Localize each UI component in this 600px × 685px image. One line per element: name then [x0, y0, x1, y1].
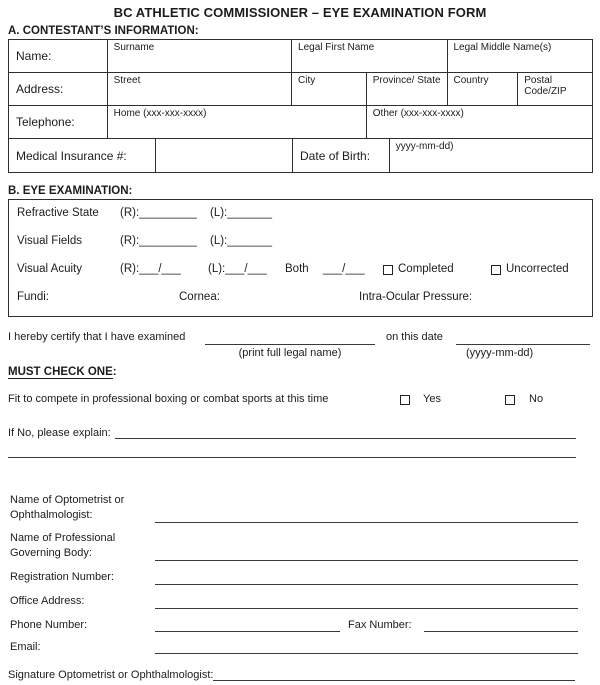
form-title: BC ATHLETIC COMMISSIONER – EYE EXAMINATION FORM: [113, 5, 487, 20]
print-name-caption: (print full legal name): [238, 347, 342, 359]
visual-fields-label: Visual Fields: [17, 235, 82, 247]
visual-fields-right-blank[interactable]: (R):_________: [120, 235, 197, 247]
acuity-left-blank[interactable]: (L):___/___: [208, 263, 267, 275]
contestant-info-table: [8, 39, 593, 173]
refractive-state-label: Refractive State: [17, 207, 99, 219]
no-label: No: [529, 393, 544, 405]
postal-code-field[interactable]: Postal Code/ZIP: [518, 73, 592, 106]
explain-blank-line-2[interactable]: [8, 443, 576, 458]
certify-text: I hereby certify that I have examined: [8, 331, 186, 343]
must-check-one-heading: [8, 366, 117, 379]
medical-insurance-field[interactable]: [156, 139, 294, 172]
phone-number-label: Phone Number:: [10, 619, 88, 631]
intra-ocular-pressure-label: Intra-Ocular Pressure:: [359, 291, 473, 303]
office-address-blank[interactable]: [155, 595, 578, 609]
optometrist-name-label-line1: Name of Optometrist or: [10, 494, 125, 506]
table-row-name: [9, 40, 592, 73]
registration-number-blank[interactable]: [155, 571, 578, 585]
fax-number-label: Fax Number:: [348, 619, 412, 631]
name-label-cell: Name:: [9, 40, 108, 73]
refractive-left-blank[interactable]: (L):_______: [210, 207, 273, 219]
date-format-caption: (yyyy-mm-dd): [466, 347, 534, 359]
phone-number-blank[interactable]: [155, 618, 340, 632]
signature-row: [8, 667, 575, 681]
governing-body-blank[interactable]: [155, 547, 578, 561]
yes-label: Yes: [423, 393, 441, 405]
surname-field[interactable]: Surname: [108, 40, 292, 73]
section-a-heading: A. CONTESTANT’S INFORMATION:: [8, 25, 199, 37]
fax-number-blank[interactable]: [424, 618, 578, 632]
fit-to-compete-text: Fit to compete in professional boxing or combat sports at this time: [8, 393, 329, 405]
other-phone-field[interactable]: Other (xxx-xxx-xxxx): [367, 106, 592, 139]
checkbox-no-icon[interactable]: [505, 395, 515, 405]
table-row-address: [9, 73, 592, 106]
province-state-field[interactable]: Province/ State: [367, 73, 448, 106]
registration-number-label: Registration Number:: [10, 571, 114, 583]
eye-exam-box: [8, 199, 593, 317]
visual-acuity-label: Visual Acuity: [17, 263, 82, 275]
checkbox-yes-icon[interactable]: [400, 395, 410, 405]
on-this-date-text: on this date: [386, 331, 443, 343]
governing-body-label-line1: Name of Professional: [10, 532, 116, 544]
date-of-birth-field[interactable]: yyyy-mm-dd): [395, 141, 454, 152]
signature-blank[interactable]: [213, 680, 575, 681]
acuity-both-label: Both: [285, 263, 309, 275]
table-row-medical: [9, 139, 592, 172]
examined-name-blank[interactable]: [205, 331, 375, 345]
email-blank[interactable]: [155, 640, 578, 654]
country-field[interactable]: Country: [448, 73, 519, 106]
signature-label: Signature Optometrist or Ophthalmologist:: [8, 669, 214, 681]
home-phone-field[interactable]: Home (xxx-xxx-xxxx): [108, 106, 367, 139]
fundi-label: Fundi:: [17, 291, 49, 303]
city-field[interactable]: City: [292, 73, 367, 106]
legal-middle-name-field[interactable]: Legal Middle Name(s): [448, 40, 593, 73]
office-address-label: Office Address:: [10, 595, 85, 607]
uncorrected-label: Uncorrected: [506, 263, 569, 275]
email-label: Email:: [10, 641, 41, 653]
visual-fields-left-blank[interactable]: (L):_______: [210, 235, 273, 247]
legal-first-name-field[interactable]: Legal First Name: [292, 40, 447, 73]
explain-blank-line-1[interactable]: [115, 438, 576, 439]
medical-insurance-label-cell: Medical Insurance #:: [9, 139, 156, 172]
checkbox-uncorrected-icon[interactable]: [491, 265, 501, 275]
must-check-one-text: MUST CHECK ONE: [8, 366, 113, 378]
optometrist-name-blank[interactable]: [155, 509, 578, 523]
explain-row: [8, 424, 576, 439]
optometrist-name-label-line2: Ophthalmologist:: [10, 509, 93, 521]
explain-label: If No, please explain:: [8, 427, 111, 439]
telephone-label-cell: Telephone:: [9, 106, 108, 139]
street-field[interactable]: Street: [108, 73, 292, 106]
address-label-cell: Address:: [9, 73, 108, 106]
acuity-right-blank[interactable]: (R):___/___: [120, 263, 181, 275]
table-row-telephone: [9, 106, 592, 139]
checkbox-completed-icon[interactable]: [383, 265, 393, 275]
section-b-heading: B. EYE EXAMINATION:: [8, 185, 133, 197]
acuity-both-blank[interactable]: ___/___: [323, 263, 365, 275]
refractive-right-blank[interactable]: (R):_________: [120, 207, 197, 219]
must-check-one-colon: :: [112, 366, 117, 378]
completed-label: Completed: [398, 263, 454, 275]
cornea-label: Cornea:: [179, 291, 220, 303]
governing-body-label-line2: Governing Body:: [10, 547, 92, 559]
date-of-birth-label-cell: Date of Birth:: [293, 139, 390, 172]
exam-date-blank[interactable]: [456, 331, 590, 345]
